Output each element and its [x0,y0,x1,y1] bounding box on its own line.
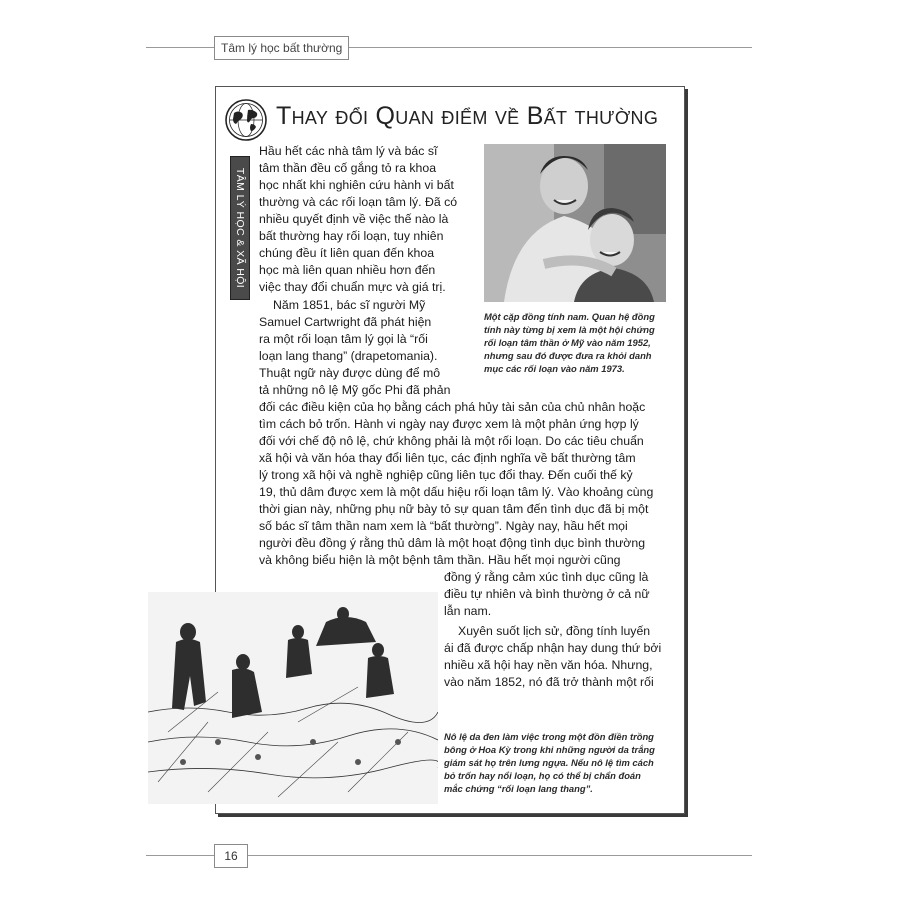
text-line: Thuật ngữ này được dùng để mô [259,366,441,380]
text-line: Hầu hết các nhà tâm lý và bác sĩ [259,144,438,158]
text-line: đối các điều kiện của họ bằng cách phá hủy tài sản của chủ nhân hoặc [259,400,646,414]
caption-line: nhưng sau đó được đưa ra khỏi danh [484,350,652,361]
photo-caption [484,310,674,375]
text-line: thường và các rối loạn tâm lý. Đã có [259,195,458,209]
running-title: Tâm lý học bất thường [214,36,349,60]
paragraph-2-end [444,569,672,620]
text-line: ra một rối loạn tâm lý gọi là “rối [259,332,428,346]
text-line: nhiều quyết định về việc thế nào là [259,212,449,226]
section-title: Thay đổi Quan điểm về Bất thường [276,102,659,130]
text-line: đối với chế độ nô lệ, chứ không phải là một rối loạn. Do các tiêu chuẩn [259,434,644,448]
caption-line: rối loạn tâm thần ở Mỹ vào năm 1952, [484,337,651,348]
globe-icon [224,98,268,142]
text-line: bất thường hay rối loạn, tuy nhiên [259,229,444,243]
text-line: tả những nô lệ Mỹ gốc Phi đã phản [259,383,451,397]
chapter-side-tab [230,156,250,300]
plantation-etching-illustration [148,592,438,804]
paragraph-2-start [259,297,481,399]
side-tab-label: TÂM LÝ HỌC & XÃ HỘI [234,167,246,289]
caption-line: mắc chứng “rối loạn lang thang”. [444,783,593,794]
caption-line: bỏ trốn hay nổi loạn, họ có thể bị chẩn đoán [444,770,641,781]
text-line: lẫn nam. [444,604,492,618]
text-line: 19, thủ dâm được xem là một dấu hiệu rối loạn tâm lý. Vào khoảng cùng [259,485,654,499]
paragraph-3 [444,623,672,691]
text-line: Xuyên suốt lịch sử, đồng tính luyến [458,624,651,638]
text-line: thời gian này, những phụ nữ bày tỏ sự quan tâm đến tình dục đã bị một [259,502,649,516]
text-line: người đều đồng ý rằng thủ dâm là một hoạt động tình dục bình thường [259,536,646,550]
text-line: xã hội và văn hóa thay đổi liên tục, các định nghĩa về bất thường tâm [259,451,636,465]
paragraph-2-wide [259,399,671,569]
caption-line: giám sát họ trên lưng ngựa. Nếu nô lệ tìm cách [444,757,654,768]
plantation-etching [148,592,438,804]
text-line: và không biểu hiện là một bệnh tâm thần. Hầu hết mọi người cũng [259,553,621,567]
couple-photo-illustration [484,144,666,302]
caption-line: tính này từng bị xem là một hội chứng [484,324,655,335]
text-line: lý trong xã hội và nghề nghiệp cũng liên tục đổi thay. Đến cuối thế kỷ [259,468,633,482]
paragraph-1 [259,143,481,296]
text-line: nhiều xã hội hay nền văn hóa. Nhưng, [444,658,653,672]
text-line: Năm 1851, bác sĩ người Mỹ [273,298,426,312]
caption-line: Nô lệ da đen làm việc trong một đồn điền trồng [444,731,654,742]
text-line: tâm thần đều cố gắng tỏ ra khoa [259,161,437,175]
text-line: chúng đều ít liên quan đến khoa [259,246,435,260]
text-line: tìm cách bỏ trốn. Hành vi ngày nay được xem là một phản ứng hợp lý [259,417,639,431]
text-line: số bác sĩ tâm thần nam xem là “bất thường”. Ngày nay, hầu hết mọi [259,519,628,533]
caption-line: mục các rối loạn vào năm 1973. [484,363,625,374]
couple-photo [484,144,666,302]
text-line: ái đã được chấp nhận hay dung thứ bởi [444,641,662,655]
page-number: 16 [214,844,248,868]
text-line: đồng ý rằng cảm xúc tình dục cũng là [444,570,649,584]
text-line: loạn lang thang” (drapetomania). [259,349,438,363]
text-line: vào năm 1852, nó đã trở thành một rối [444,675,654,689]
text-line: việc thay đổi chuẩn mực và giá trị. [259,280,446,294]
text-line: học nhất khi nghiên cứu hành vi bất [259,178,454,192]
text-line: Samuel Cartwright đã phát hiện [259,315,432,329]
text-line: học mà liên quan nhiều hơn đến [259,263,436,277]
caption-line: Một cặp đồng tính nam. Quan hệ đồng [484,311,655,322]
etching-caption [444,730,674,795]
text-line: điều tự nhiên và bình thường ở cả nữ [444,587,650,601]
caption-line: bông ở Hoa Kỳ trong khi những người da trắng [444,744,655,755]
